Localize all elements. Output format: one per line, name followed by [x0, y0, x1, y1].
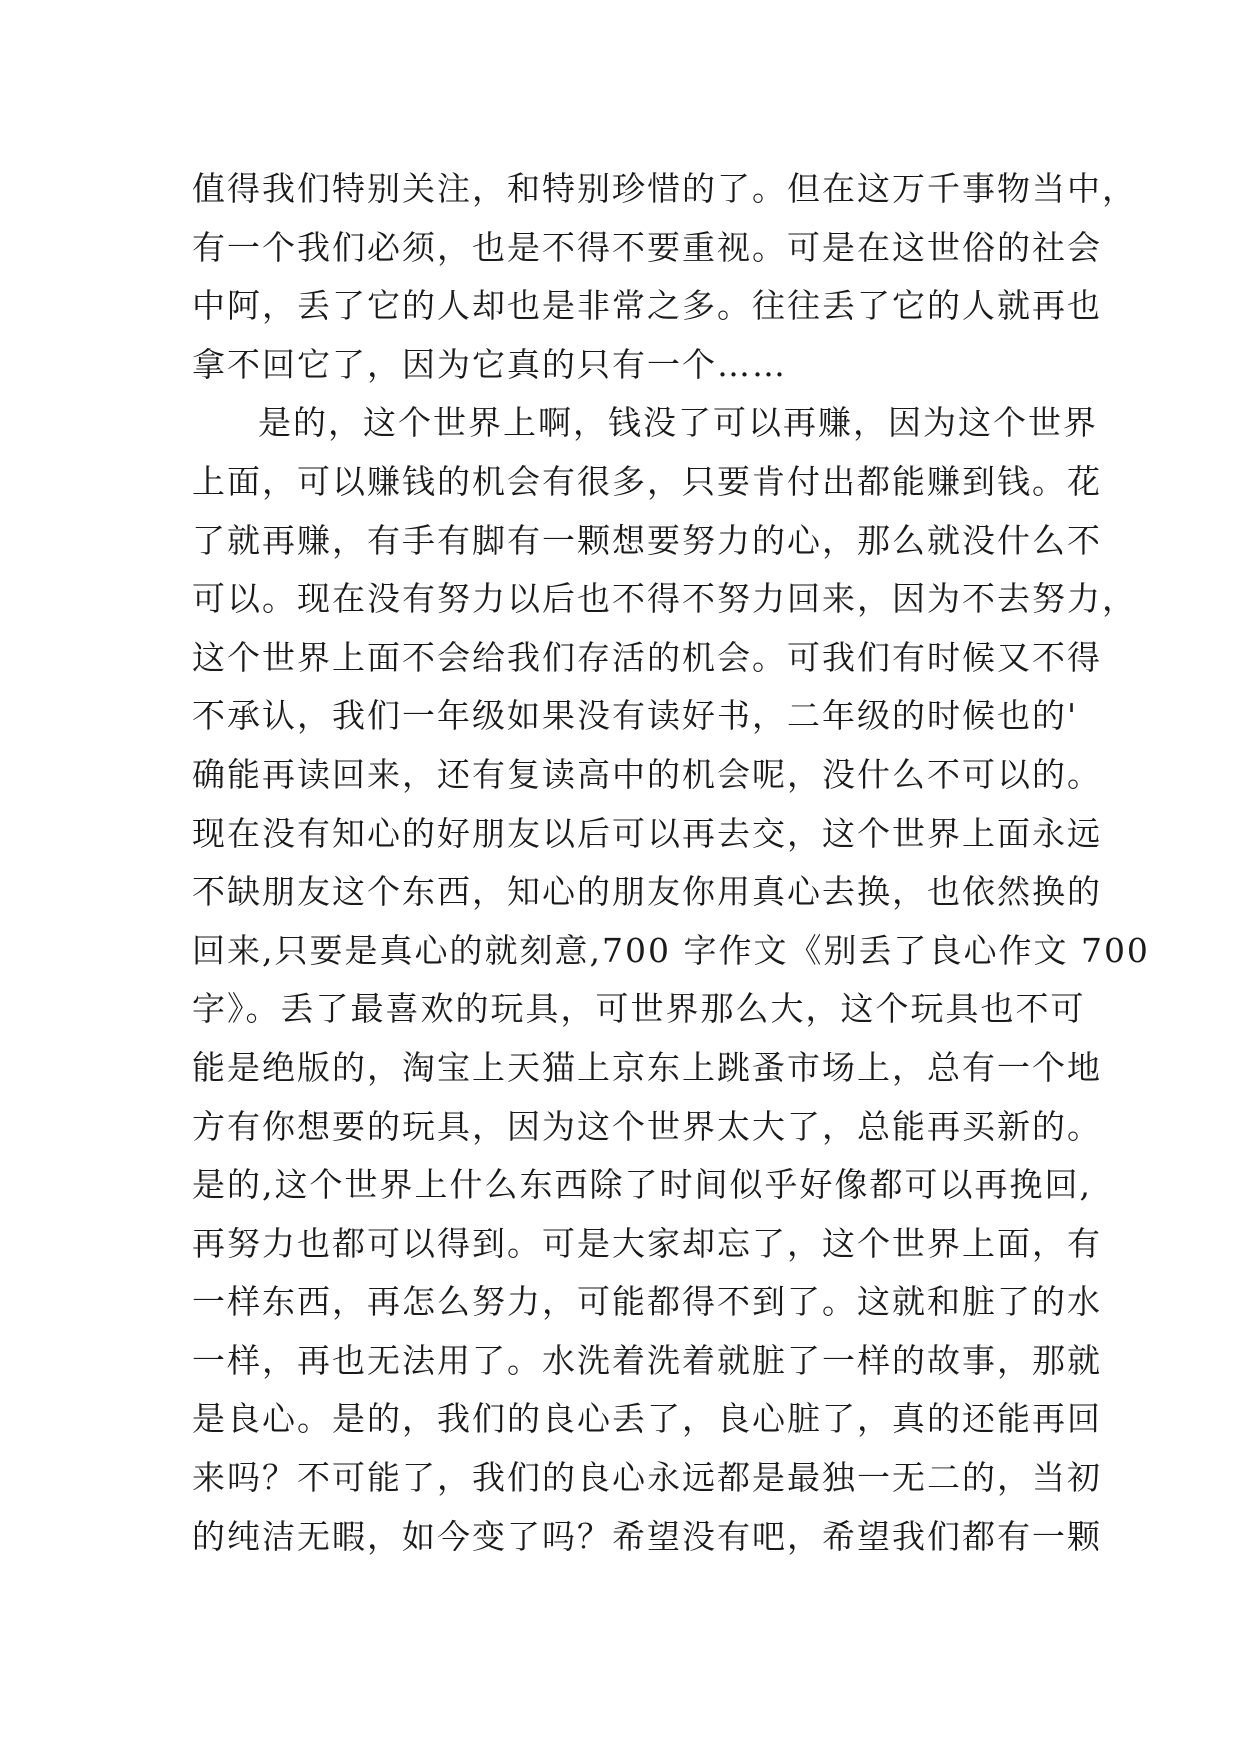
text-line: 现在没有知心的好朋友以后可以再去交，这个世界上面永远 — [192, 813, 1102, 853]
text-line: 是良心。是的，我们的良心丢了，良心脏了，真的还能再回 — [192, 1399, 1102, 1439]
text-line: 一样，再也无法用了。水洗着洗着就脏了一样的故事，那就 — [192, 1340, 1102, 1380]
text-line: 是的,这个世界上什么东西除了时间似乎好像都可以再挽回, — [192, 1165, 1092, 1205]
text-line: 值得我们特别关注，和特别珍惜的了。但在这万千事物当中， — [192, 169, 1137, 208]
text-line: 上面，可以赚钱的机会有很多，只要肯付出都能赚到钱。花 — [192, 461, 1102, 501]
text-line: 一样东西，再怎么努力，可能都得不到了。这就和脏了的水 — [192, 1282, 1102, 1322]
text-line: 的纯洁无暇，如今变了吗？希望没有吧，希望我们都有一颗 — [192, 1516, 1102, 1556]
text-line: 可以。现在没有努力以后也不得不努力回来，因为不去努力， — [192, 579, 1137, 619]
text-line: 有一个我们必须，也是不得不要重视。可是在这世俗的社会 — [192, 227, 1102, 267]
text-line: 确能再读回来，还有复读高中的机会呢，没什么不可以的。 — [192, 754, 1102, 794]
text-line: 回来,只要是真心的就刻意,700 字作文《别丢了良心作文 700 — [192, 930, 1150, 970]
text-line: 不缺朋友这个东西，知心的朋友你用真心去换，也依然换的 — [192, 872, 1102, 912]
text-line: 字》。丢了最喜欢的玩具，可世界那么大，这个玩具也不可 — [192, 989, 1086, 1029]
text-line: 能是绝版的，淘宝上天猫上京东上跳蚤市场上，总有一个地 — [192, 1047, 1102, 1087]
text-line: 中阿，丢了它的人却也是非常之多。往往丢了它的人就再也 — [192, 286, 1102, 326]
text-line: 不承认，我们一年级如果没有读好书，二年级的时候也的' — [192, 696, 1079, 736]
text-line: 来吗？不可能了，我们的良心永远都是最独一无二的，当初 — [192, 1458, 1102, 1498]
body-text — [192, 160, 1150, 1566]
text-line: 再努力也都可以得到。可是大家却忘了，这个世界上面，有 — [192, 1223, 1102, 1263]
text-line: 这个世界上面不会给我们存活的机会。可我们有时候又不得 — [192, 637, 1102, 677]
text-line: 了就再赚，有手有脚有一颗想要努力的心，那么就没什么不 — [192, 520, 1102, 560]
text-line: 拿不回它了，因为它真的只有一个…… — [192, 344, 787, 384]
paragraph-start-line: 是的，这个世界上啊，钱没了可以再赚，因为这个世界 — [258, 403, 1098, 443]
text-line: 方有你想要的玩具，因为这个世界太大了，总能再买新的。 — [192, 1106, 1102, 1146]
